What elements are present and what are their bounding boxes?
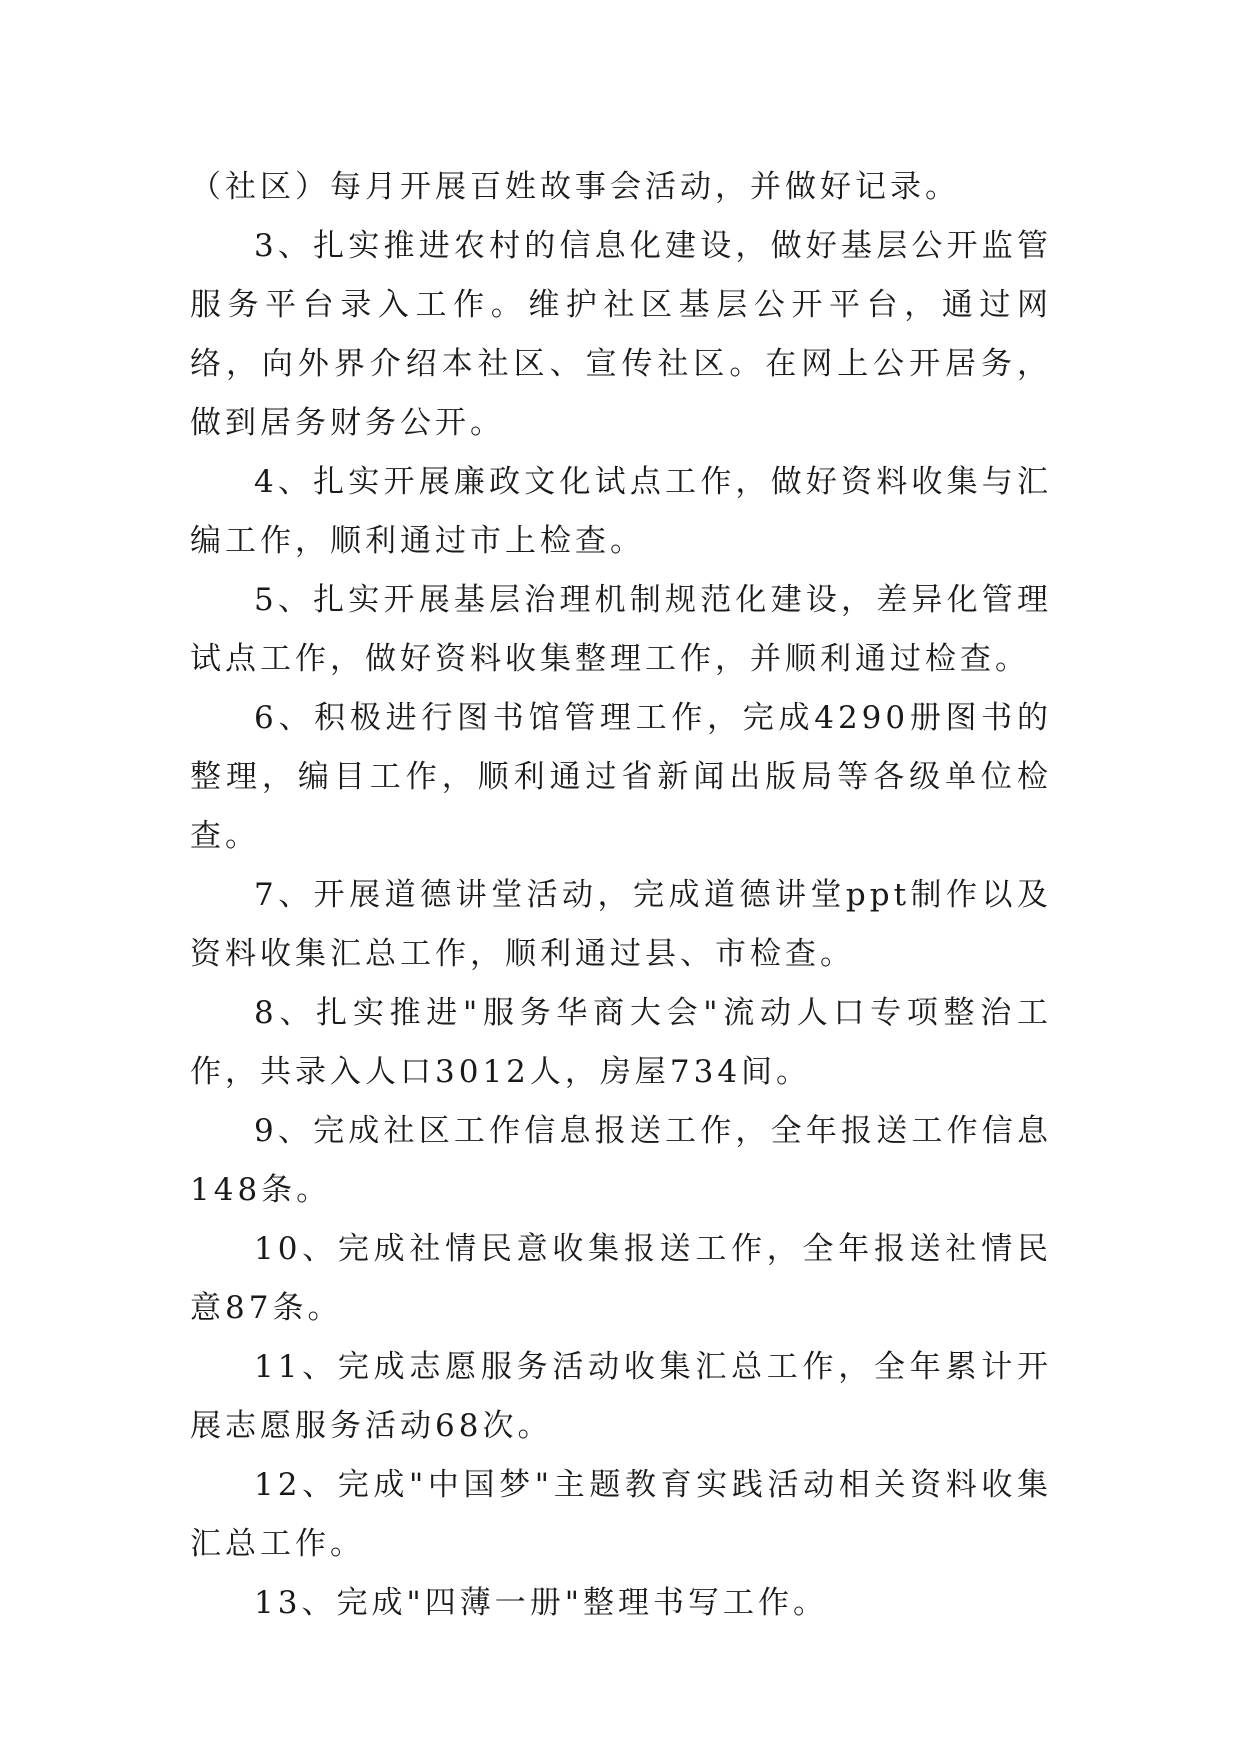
paragraph-item-4: 4、扎实开展廉政文化试点工作，做好资料收集与汇编工作，顺利通过市上检查。 — [190, 464, 1052, 559]
paragraph-item-5: 5、扎实开展基层治理机制规范化建设，差异化管理试点工作，做好资料收集整理工作，并顺利通过检查。 — [190, 582, 1052, 677]
paragraph-item-7: 7、开展道德讲堂活动，完成道德讲堂ppt制作以及资料收集汇总工作，顺利通过县、市检查。 — [190, 877, 1052, 972]
paragraph-item-12: 12、完成"中国梦"主题教育实践活动相关资料收集汇总工作。 — [190, 1467, 1052, 1562]
paragraph-item-11: 11、完成志愿服务活动收集汇总工作，全年累计开展志愿服务活动68次。 — [190, 1349, 1052, 1444]
document-body — [190, 158, 1052, 1633]
paragraph-item-6: 6、积极进行图书馆管理工作，完成4290册图书的整理，编目工作，顺利通过省新闻出版局等各级单位检查。 — [190, 700, 1052, 854]
paragraph-item-9: 9、完成社区工作信息报送工作，全年报送工作信息148条。 — [190, 1113, 1052, 1208]
paragraph-item-13: 13、完成"四薄一册"整理书写工作。 — [254, 1585, 828, 1621]
paragraph-continuation: （社区）每月开展百姓故事会活动，并做好记录。 — [190, 169, 960, 205]
paragraph-item-10: 10、完成社情民意收集报送工作，全年报送社情民意87条。 — [190, 1231, 1052, 1326]
paragraph-item-3: 3、扎实推进农村的信息化建设，做好基层公开监管服务平台录入工作。维护社区基层公开平台，通过网络，向外界介绍本社区、宣传社区。在网上公开居务，做到居务财务公开。 — [190, 228, 1052, 441]
paragraph-item-8: 8、扎实推进"服务华商大会"流动人口专项整治工作，共录入人口3012人，房屋734间。 — [190, 995, 1052, 1090]
